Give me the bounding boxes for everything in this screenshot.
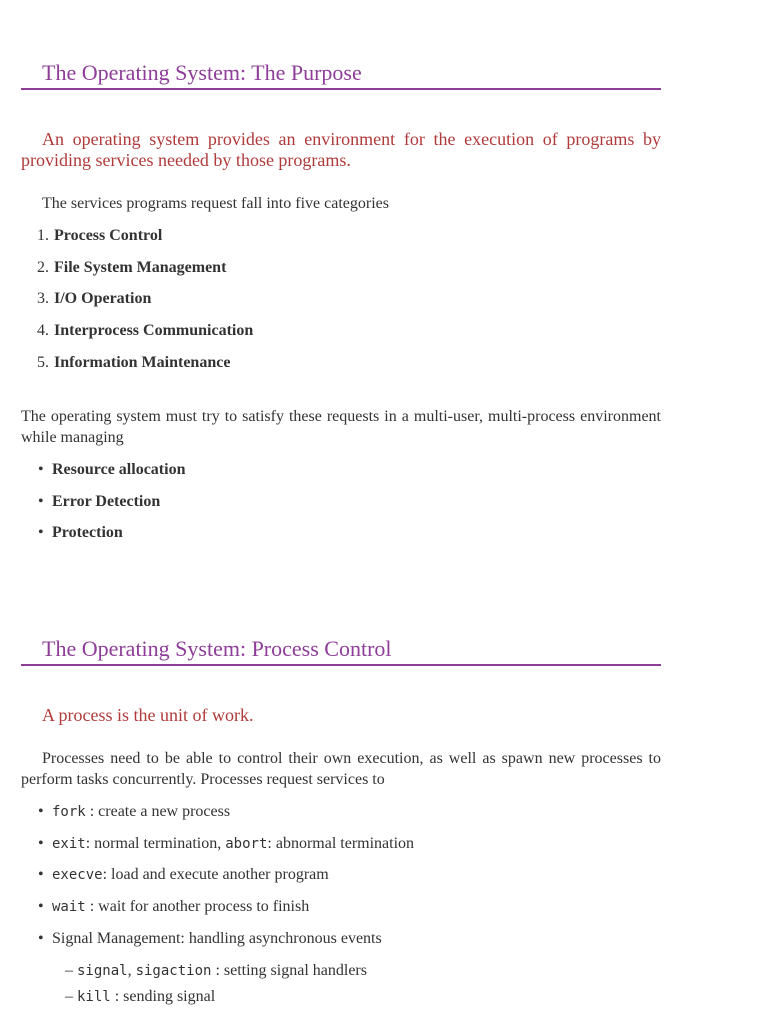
category-number: 1.: [37, 227, 49, 244]
sub-item-signal: [65, 961, 367, 981]
code-signal: signal: [77, 963, 128, 979]
service-desc: Signal Management: handling asynchronous events: [52, 930, 382, 947]
title-rule: [21, 664, 661, 666]
category-label: Information Maintenance: [54, 354, 231, 371]
service-desc: : load and execute another program: [102, 866, 329, 883]
category-item: [29, 321, 253, 341]
managing-item: [38, 492, 160, 512]
category-item: [29, 226, 162, 246]
purpose-lead: An operating system provides an environment for the execution of programs by providing services needed by those programs.: [21, 129, 661, 170]
service-desc: : abnormal termination: [267, 835, 415, 852]
separator: ,: [127, 962, 136, 979]
service-desc: : wait for another process to finish: [85, 898, 310, 915]
category-number: 2.: [37, 259, 49, 276]
service-desc: : setting signal handlers: [211, 962, 367, 979]
os-requirements-text: The operating system must try to satisfy these requests in a multi-user, multi-process environment while managing: [21, 408, 661, 446]
service-item-exit: [38, 834, 414, 854]
bullet-icon: •: [38, 461, 44, 478]
category-item: [29, 353, 230, 373]
service-item-signal-management: [38, 929, 382, 949]
code-abort: abort: [225, 836, 268, 852]
service-desc: : sending signal: [110, 988, 216, 1005]
title-rule: [21, 88, 661, 90]
dash-icon: –: [65, 988, 73, 1005]
bullet-icon: •: [38, 930, 44, 947]
category-label: I/O Operation: [54, 290, 152, 307]
category-label: Process Control: [54, 227, 163, 244]
section-title-purpose: The Operating System: The Purpose: [42, 60, 362, 85]
category-item: [29, 258, 226, 278]
category-label: File System Management: [54, 259, 227, 276]
service-item-fork: [38, 802, 230, 822]
managing-label: Error Detection: [52, 493, 161, 510]
code-kill: kill: [77, 989, 111, 1005]
process-lead: A process is the unit of work.: [42, 705, 254, 725]
bullet-icon: •: [38, 803, 44, 820]
code-exit: exit: [52, 836, 86, 852]
bullet-icon: •: [38, 898, 44, 915]
process-body: Processes need to be able to control their own execution, as well as spawn new processes to perform tasks concurrently. Processes request services to: [21, 750, 661, 788]
code-execve: execve: [52, 867, 103, 883]
category-number: 5.: [37, 354, 49, 371]
service-desc: : normal termination,: [85, 835, 226, 852]
managing-label: Protection: [52, 524, 123, 541]
dash-icon: –: [65, 962, 73, 979]
category-number: 3.: [37, 290, 49, 307]
managing-item: [38, 460, 185, 480]
service-item-wait: [38, 897, 309, 917]
service-item-execve: [38, 865, 329, 885]
bullet-icon: •: [38, 835, 44, 852]
bullet-icon: •: [38, 524, 44, 541]
category-item: [29, 289, 151, 309]
managing-item: [38, 523, 123, 543]
bullet-icon: •: [38, 493, 44, 510]
bullet-icon: •: [38, 866, 44, 883]
code-sigaction: sigaction: [135, 963, 212, 979]
category-number: 4.: [37, 322, 49, 339]
managing-label: Resource allocation: [52, 461, 186, 478]
sub-item-kill: [65, 987, 215, 1007]
section-title-process-control: The Operating System: Process Control: [42, 636, 392, 661]
category-label: Interprocess Communication: [54, 322, 254, 339]
services-intro: The services programs request fall into five categories: [42, 195, 389, 212]
code-fork: fork: [52, 804, 86, 820]
service-desc: : create a new process: [85, 803, 231, 820]
code-wait: wait: [52, 899, 86, 915]
